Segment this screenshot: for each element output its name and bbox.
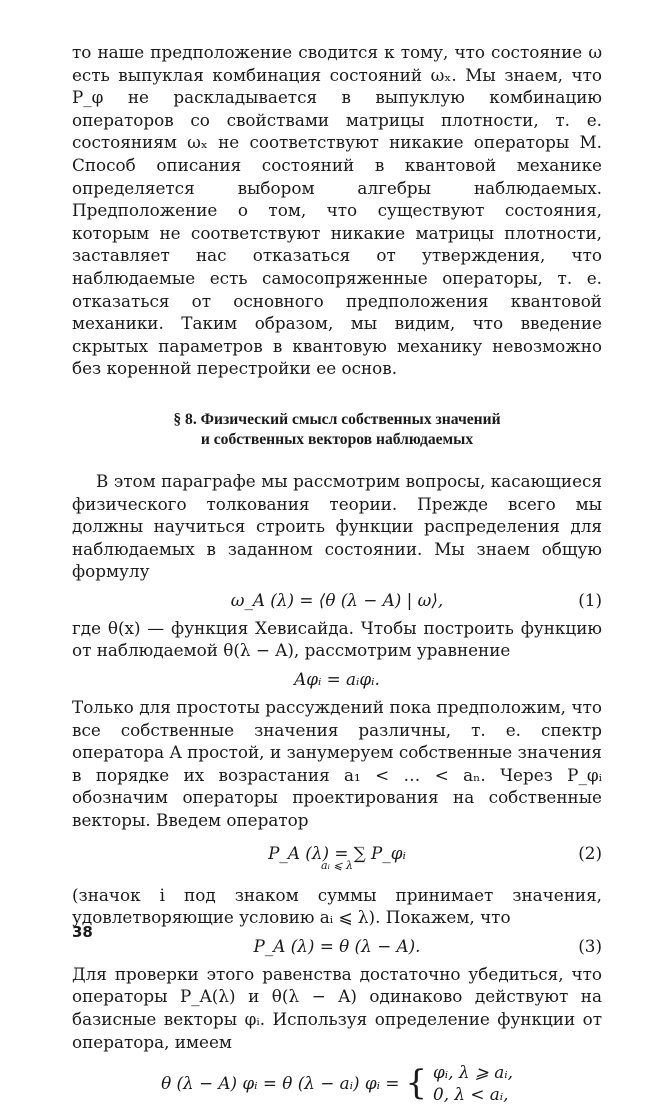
equation-1-number: (1) (578, 589, 602, 610)
equation-3 (72, 929, 602, 963)
equation-piecewise-lhs: θ (λ − A) φᵢ = θ (λ − aᵢ) φᵢ = (161, 1072, 400, 1093)
page-body (72, 41, 602, 1105)
paragraph-spectrum: Только для простоты рассуждений пока предположим, что все собственные значения различны, т. е. спектр оператора A простой, и занумеруем собственные значения в порядке их возрастания a₁ < … < aₙ. Через P_φᵢ обозначим операторы проектирования на собственные векторы. Введем оператор (72, 697, 602, 831)
paragraph-heaviside: где θ(x) — функция Хевисайда. Чтобы построить функцию от наблюдаемой θ(λ − A), рассмотрим уравнение (72, 617, 602, 661)
heading-line-1: § 8. Физический смысл собственных значений (173, 410, 501, 428)
section-heading (72, 410, 602, 450)
equation-2-body: P_A (λ) = ∑ P_φᵢ (268, 842, 406, 863)
equation-eigen-body: Aφᵢ = aᵢφᵢ. (294, 669, 380, 690)
paragraph-check: Для проверки этого равенства достаточно убедиться, что операторы P_A(λ) и θ(λ − A) одинаково действуют на базисные векторы φᵢ. Используя определение функции от оператора, имеем (72, 963, 602, 1052)
equation-3-body: P_A (λ) = θ (λ − A). (253, 935, 421, 956)
equation-piecewise-cases (433, 1061, 513, 1105)
heading-line-2: и собственных векторов наблюдаемых (200, 430, 474, 448)
equation-piecewise (72, 1053, 602, 1105)
equation-2-body-wrap (72, 842, 602, 872)
paragraph-top: то наше предположение сводится к тому, что состояние ω есть выпуклая комбинация состояний ωₓ. Мы знаем, что P_φ не раскладывается в выпуклую комбинацию операторов со свойствами матрицы плотности, т. е. состояниям ωₓ не соответствуют никакие операторы M. Способ описания состояний в квантовой механике определяется выбором алгебры наблюдаемых. Предположение о том, что существуют состояния, которым не соответствуют никакие матрицы плотности, заставляет нас отказаться от утверждения, что наблюдаемые есть самосопряженные операторы, т. е. отказаться от основного предположения квантовой механики. Таким образом, мы видим, что введение скрытых параметров в квантовую механику невозможно без коренной перестройки ее основ. (72, 42, 602, 379)
paragraph-sum: (значок i под знаком суммы принимает значения, удовлетворяющие условию aᵢ ⩽ λ). Покажем, что (72, 884, 602, 928)
page-number: 38 (72, 923, 93, 941)
equation-3-number: (3) (578, 935, 602, 956)
equation-1 (72, 583, 602, 617)
equation-piecewise-body (72, 1061, 602, 1105)
equation-eigen (72, 662, 602, 696)
equation-case-1: φᵢ, λ ⩾ aᵢ, (433, 1062, 513, 1083)
equation-2-number: (2) (578, 842, 602, 863)
equation-2-subscript: aᵢ ⩽ λ (321, 859, 353, 873)
equation-case-2: 0, λ < aᵢ, (433, 1084, 509, 1105)
equation-2 (72, 832, 602, 884)
brace-icon: { (405, 1063, 428, 1104)
equation-1-body: ω_A (λ) = ⟨θ (λ − A) | ω⟩, (230, 589, 444, 610)
paragraph-intro: В этом параграфе мы рассмотрим вопросы, касающиеся физического толкования теории. Прежде всего мы должны научиться строить функции распределения для наблюдаемых в заданном состоянии. Мы знаем общую формулу (72, 470, 602, 582)
